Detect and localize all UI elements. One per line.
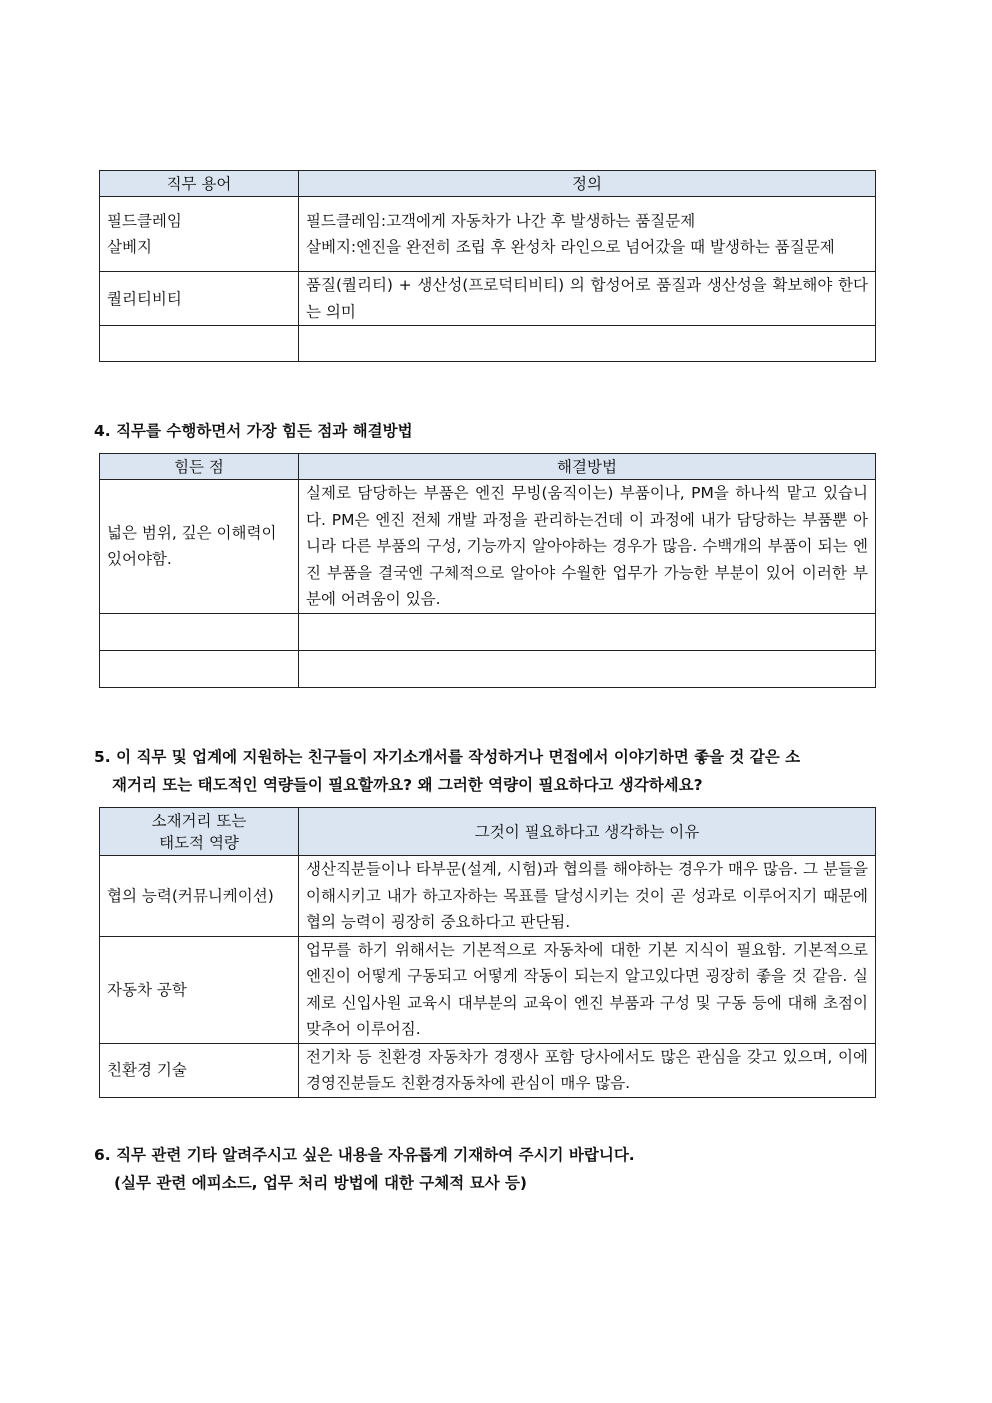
- difficulty-cell: 넓은 범위, 깊은 이해력이 있어야함.: [100, 480, 299, 614]
- definition-cell: [299, 326, 876, 362]
- header-solution: 해결방법: [299, 454, 876, 480]
- reason-cell: 업무를 하기 위해서는 기본적으로 자동차에 대한 기본 지식이 필요함. 기본적으로 엔진이 어떻게 구동되고 어떻게 작동이 되는지 알고있다면 굉장히 좋을 것 같음. 실제로 신입사원 교육시 대부분의 교육이 엔진 부품과 구성 및 구동 등에 대해 초점이 맞추어 이루어짐.: [299, 936, 876, 1043]
- reason-cell: 전기차 등 친환경 자동차가 경쟁사 포함 당사에서도 많은 관심을 갖고 있으며, 이에 경영진분들도 친환경자동차에 관심이 매우 많음.: [299, 1043, 876, 1097]
- term-cell: [100, 197, 299, 272]
- header-competency: [100, 808, 299, 856]
- section-6-subtitle: (실무 관련 에피소드, 업무 처리 방법에 대한 구체적 묘사 등): [114, 1174, 528, 1192]
- difficulty-table: [99, 453, 876, 688]
- solution-cell: [299, 650, 876, 687]
- section-6-title-line1: 6. 직무 관련 기타 알려주시고 싶은 내용을 자유롭게 기재하여 주시기 바랍니다.: [94, 1146, 635, 1164]
- term-cell: 퀄리티비티: [100, 272, 299, 326]
- table-row: [100, 936, 876, 1043]
- difficulty-cell: [100, 650, 299, 687]
- definition-cell: [299, 197, 876, 272]
- header-definition: 정의: [299, 171, 876, 197]
- header-term: 직무 용어: [100, 171, 299, 197]
- competency-cell: 친환경 기술: [100, 1043, 299, 1097]
- competency-cell: 자동차 공학: [100, 936, 299, 1043]
- competency-table: [99, 807, 876, 1098]
- section-5-title: [94, 743, 904, 799]
- solution-cell: 실제로 담당하는 부품은 엔진 무빙(움직이는) 부품이나, PM을 하나씩 맡고 있습니다. PM은 엔진 전체 개발 과정을 관리하는건데 이 과정에 내가 담당하는 부품뿐 아니라 다른 부품의 구성, 기능까지 알아야하는 경우가 많음. 수백개의 부품이 되는 엔진 부품을 결국엔 구체적으로 알아야 수월한 업무가 가능한 부분이 있어 이러한 부분에 어려움이 있음.: [299, 480, 876, 614]
- header-difficulty: 힘든 점: [100, 454, 299, 480]
- definition-cell: 품질(퀄리티) + 생산성(프로덕티비티) 의 합성어로 품질과 생산성을 확보해야 한다는 의미: [299, 272, 876, 326]
- header-reason: 그것이 필요하다고 생각하는 이유: [299, 808, 876, 856]
- table-row: [100, 272, 876, 326]
- section-5-title-line2: 재거리 또는 태도적인 역량들이 필요할까요? 왜 그러한 역량이 필요하다고 생각하세요?: [112, 776, 703, 794]
- section-6-title: [94, 1141, 635, 1197]
- solution-cell: [299, 613, 876, 650]
- term-line: 살베지: [107, 238, 152, 256]
- table-row: [100, 197, 876, 272]
- definition-line: 살베지:엔진을 완전히 조립 후 완성차 라인으로 넘어갔을 때 발생하는 품질문제: [306, 238, 835, 256]
- table-row: [100, 326, 876, 362]
- table-row: [100, 856, 876, 937]
- header-competency-line1: 소재거리 또는: [151, 811, 247, 830]
- difficulty-cell: [100, 613, 299, 650]
- job-terms-table: [99, 170, 876, 362]
- table-row: [100, 650, 876, 687]
- section-4-title: 4. 직무를 수행하면서 가장 힘든 점과 해결방법: [94, 422, 413, 440]
- definition-line: 필드클레임:고객에게 자동차가 나간 후 발생하는 품질문제: [306, 211, 696, 230]
- table-row: [100, 480, 876, 614]
- header-competency-line2: 태도적 역량: [159, 833, 239, 852]
- section-5-title-line1: 5. 이 직무 및 업계에 지원하는 친구들이 자기소개서를 작성하거나 면접에서 이야기하면 좋을 것 같은 소: [94, 748, 801, 766]
- competency-cell: 협의 능력(커뮤니케이션): [100, 856, 299, 937]
- table-row: [100, 613, 876, 650]
- term-line: 필드클레임: [107, 212, 182, 230]
- table-row: [100, 1043, 876, 1097]
- term-cell: [100, 326, 299, 362]
- reason-cell: 생산직분들이나 타부문(설계, 시험)과 협의를 해야하는 경우가 매우 많음. 그 분들을 이해시키고 내가 하고자하는 목표를 달성시키는 것이 곧 성과로 이루어지기 때문에 협의 능력이 굉장히 중요하다고 판단됨.: [299, 856, 876, 937]
